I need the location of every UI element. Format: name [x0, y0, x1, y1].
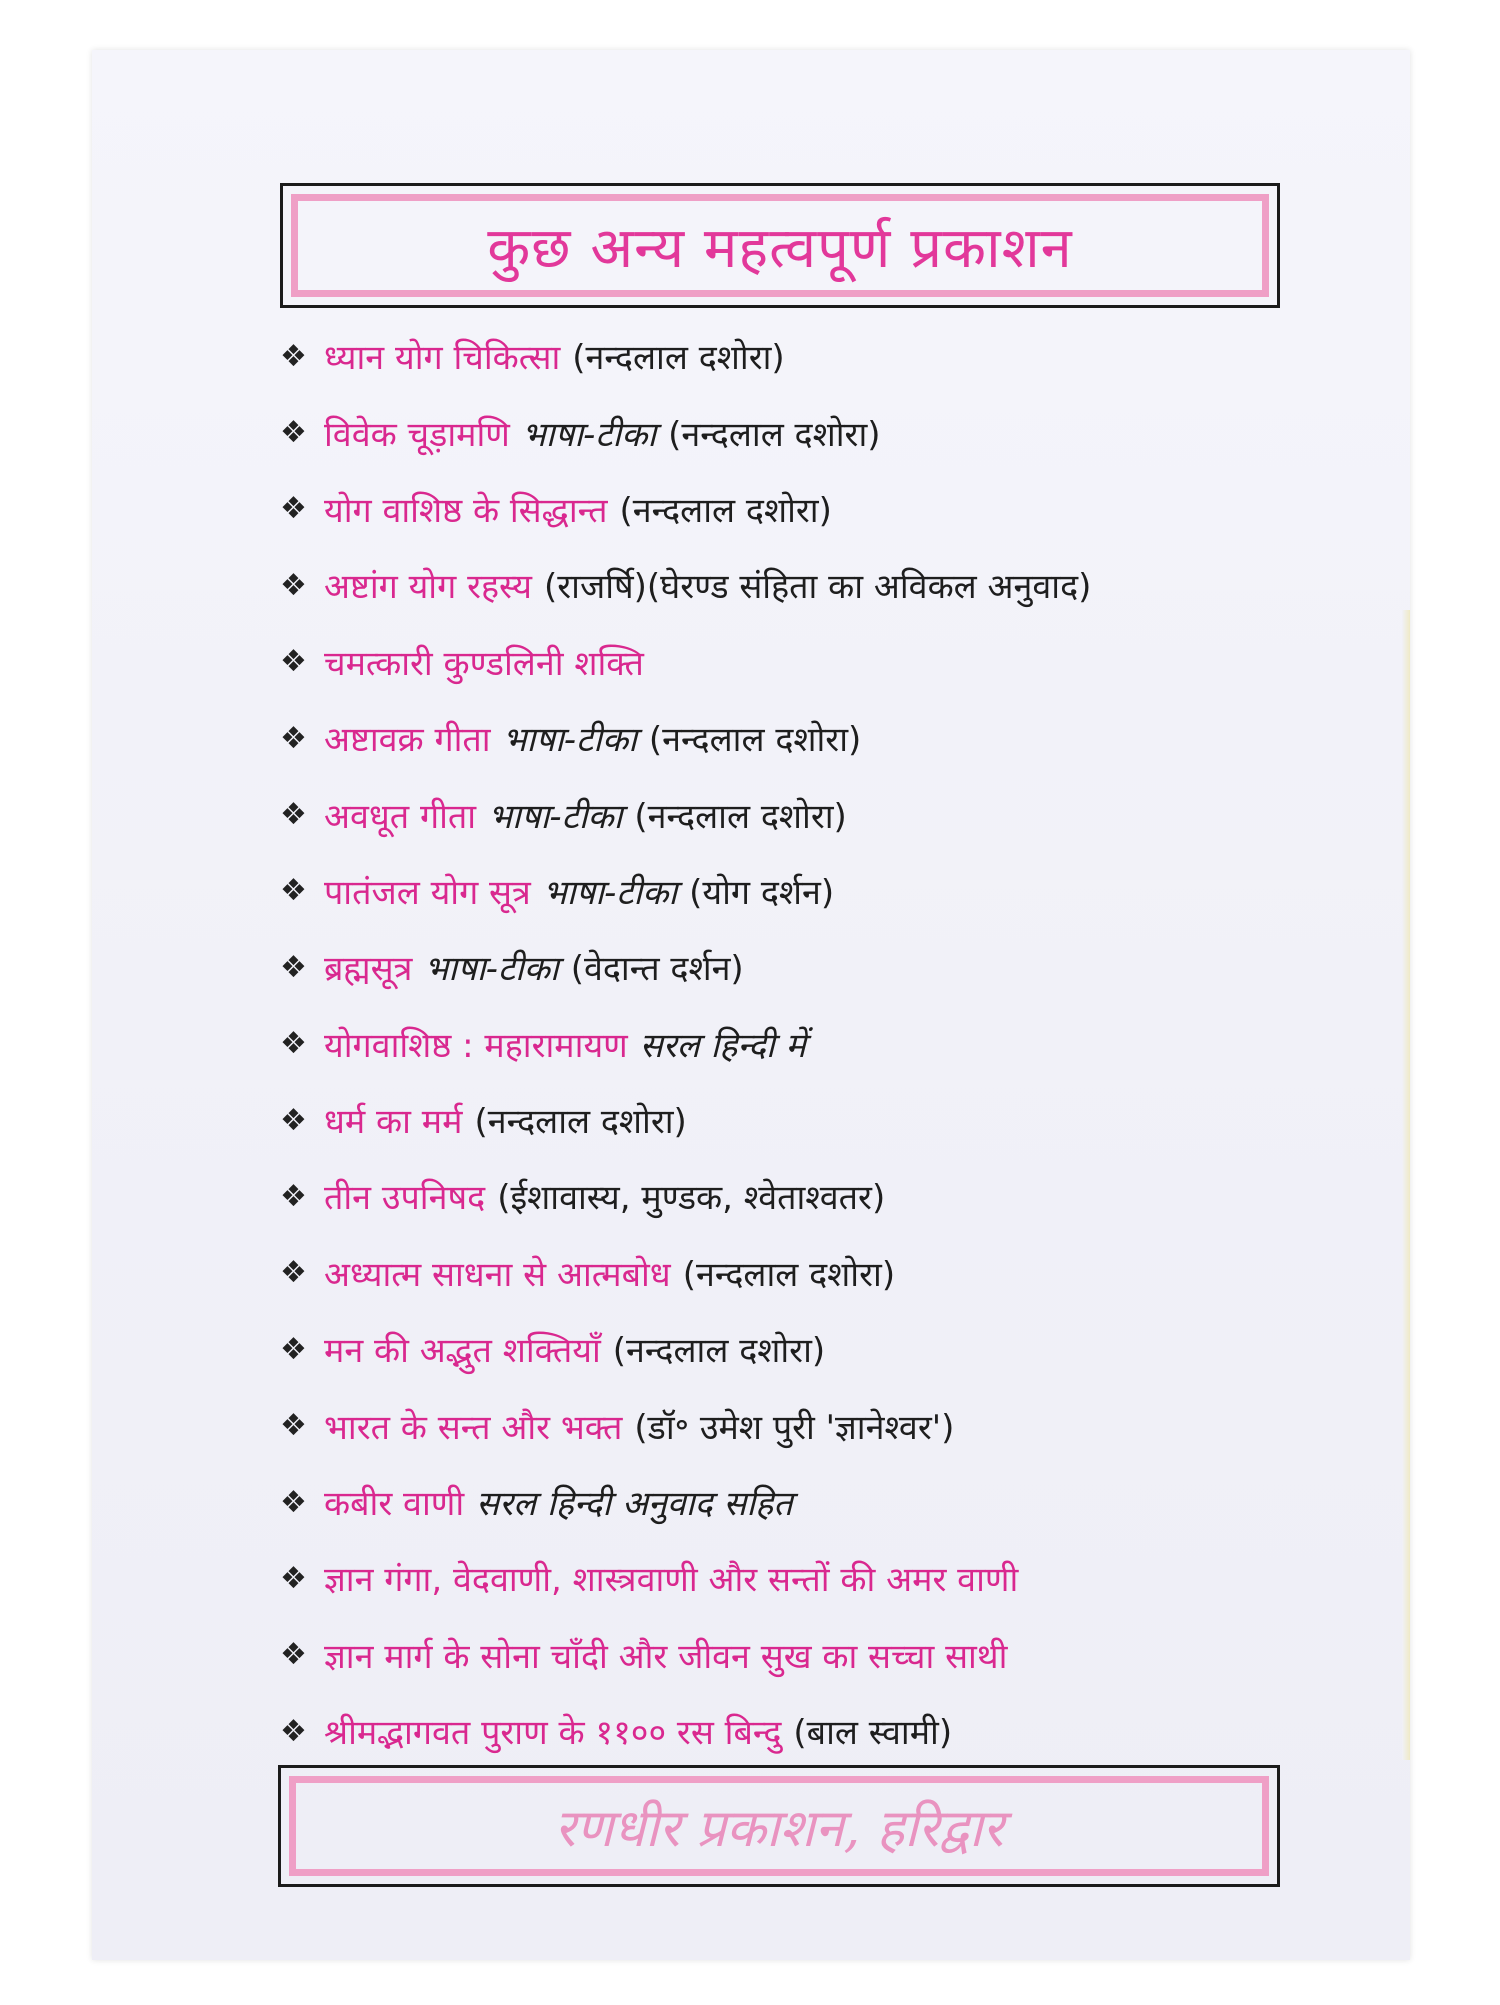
book-title: धर्म का मर्म	[324, 1102, 463, 1143]
diamond-bullet-icon: ❖	[280, 338, 307, 374]
list-item	[280, 1006, 1300, 1082]
book-author: (वेदान्त दर्शन)	[570, 949, 744, 990]
list-item	[280, 318, 1300, 394]
book-title: योगवाशिष्ठ : महारामायण	[324, 1025, 628, 1066]
list-item	[280, 1158, 1300, 1234]
diamond-bullet-icon: ❖	[280, 1178, 307, 1214]
book-note: सरल हिन्दी अनुवाद सहित	[476, 1484, 793, 1525]
diamond-bullet-icon: ❖	[280, 1102, 307, 1138]
diamond-bullet-icon: ❖	[280, 949, 307, 985]
list-item	[280, 394, 1300, 470]
book-title: मन की अद्भुत शक्तियाँ	[324, 1331, 601, 1372]
book-title: योग वाशिष्ठ के सिद्धान्त	[324, 490, 608, 531]
book-title: पातंजल योग सूत्र	[324, 872, 531, 913]
book-note: भाषा-टीका	[542, 872, 678, 913]
book-author: (नन्दलाल दशोरा)	[572, 338, 785, 379]
diamond-bullet-icon: ❖	[280, 567, 307, 603]
book-author: (नन्दलाल दशोरा)	[612, 1331, 826, 1372]
diamond-bullet-icon: ❖	[280, 873, 307, 909]
book-author: (योग दर्शन)	[689, 872, 835, 913]
book-author: (नन्दलाल दशोरा)	[634, 796, 847, 837]
book-note: सरल हिन्दी में	[639, 1025, 806, 1066]
diamond-bullet-icon: ❖	[280, 1713, 307, 1749]
book-author: (नन्दलाल दशोरा)	[668, 414, 881, 455]
diamond-bullet-icon: ❖	[280, 1331, 307, 1367]
book-note: भाषा-टीका	[502, 720, 637, 761]
diamond-bullet-icon: ❖	[280, 1484, 307, 1520]
footer-inner-border	[289, 1776, 1269, 1876]
list-item	[280, 1540, 1300, 1616]
book-title: तीन उपनिषद	[324, 1178, 486, 1219]
footer-frame	[278, 1765, 1280, 1887]
list-item	[280, 471, 1300, 547]
diamond-bullet-icon: ❖	[280, 1026, 307, 1062]
diamond-bullet-icon: ❖	[280, 797, 307, 833]
book-note: भाषा-टीका	[521, 414, 657, 455]
book-title: अष्टावक्र गीता	[324, 720, 491, 761]
book-author: (नन्दलाल दशोरा)	[648, 720, 862, 761]
book-list	[280, 318, 1300, 1769]
page-title: कुछ अन्य महत्वपूर्ण प्रकाशन	[487, 215, 1073, 281]
book-title: अध्यात्म साधना से आत्मबोध	[324, 1254, 671, 1295]
book-author: (बाल स्वामी)	[793, 1713, 953, 1754]
book-note: भाषा-टीका	[488, 796, 623, 837]
book-title: चमत्कारी कुण्डलिनी शक्ति	[324, 643, 644, 684]
book-author: (डॉ॰ उमेश पुरी 'ज्ञानेश्वर')	[634, 1407, 955, 1448]
diamond-bullet-icon: ❖	[280, 1637, 307, 1673]
list-item	[280, 1464, 1300, 1540]
book-title: श्रीमद्भागवत पुराण के ११०० रस बिन्दु	[324, 1713, 782, 1754]
list-item	[280, 1693, 1300, 1769]
book-author: (नन्दलाल दशोरा)	[474, 1102, 687, 1143]
book-title: भारत के सन्त और भक्त	[324, 1407, 623, 1448]
list-item	[280, 853, 1300, 929]
book-title: ज्ञान मार्ग के सोना चाँदी और जीवन सुख का सच्चा साथी	[324, 1636, 1008, 1677]
book-title: ज्ञान गंगा, वेदवाणी, शास्त्रवाणी और सन्तों की अमर वाणी	[324, 1560, 1019, 1601]
diamond-bullet-icon: ❖	[280, 415, 307, 451]
diamond-bullet-icon: ❖	[280, 720, 307, 756]
book-note: भाषा-टीका	[424, 949, 559, 990]
book-title: अष्टांग योग रहस्य	[324, 567, 532, 608]
header-frame	[280, 183, 1280, 308]
list-item	[280, 1617, 1300, 1693]
book-author: (नन्दलाल दशोरा)	[619, 490, 832, 531]
list-item	[280, 624, 1300, 700]
list-item	[280, 1082, 1300, 1158]
book-title: ब्रह्मसूत्र	[324, 949, 413, 990]
book-title: ध्यान योग चिकित्सा	[324, 338, 561, 379]
list-item	[280, 700, 1300, 776]
diamond-bullet-icon: ❖	[280, 1560, 307, 1596]
diamond-bullet-icon: ❖	[280, 491, 307, 527]
list-item	[280, 929, 1300, 1005]
book-title: कबीर वाणी	[324, 1484, 465, 1525]
list-item	[280, 547, 1300, 623]
list-item	[280, 1387, 1300, 1463]
diamond-bullet-icon: ❖	[280, 1255, 307, 1291]
header-inner-border	[291, 194, 1269, 297]
list-item	[280, 1235, 1300, 1311]
book-author: (राजर्षि)(घेरण्ड संहिता का अविकल अनुवाद)	[543, 567, 1092, 608]
book-title: विवेक चूड़ामणि	[324, 414, 510, 455]
book-author: (ईशावास्य, मुण्डक, श्वेताश्वतर)	[497, 1178, 886, 1219]
publisher-name: रणधीर प्रकाशन, हरिद्वार	[554, 1798, 1004, 1859]
book-title: अवधूत गीता	[324, 796, 477, 837]
list-item	[280, 776, 1300, 852]
diamond-bullet-icon: ❖	[280, 644, 307, 680]
list-item	[280, 1311, 1300, 1387]
diamond-bullet-icon: ❖	[280, 1408, 307, 1444]
book-author: (नन्दलाल दशोरा)	[682, 1254, 896, 1295]
page-edge	[1402, 610, 1410, 1760]
